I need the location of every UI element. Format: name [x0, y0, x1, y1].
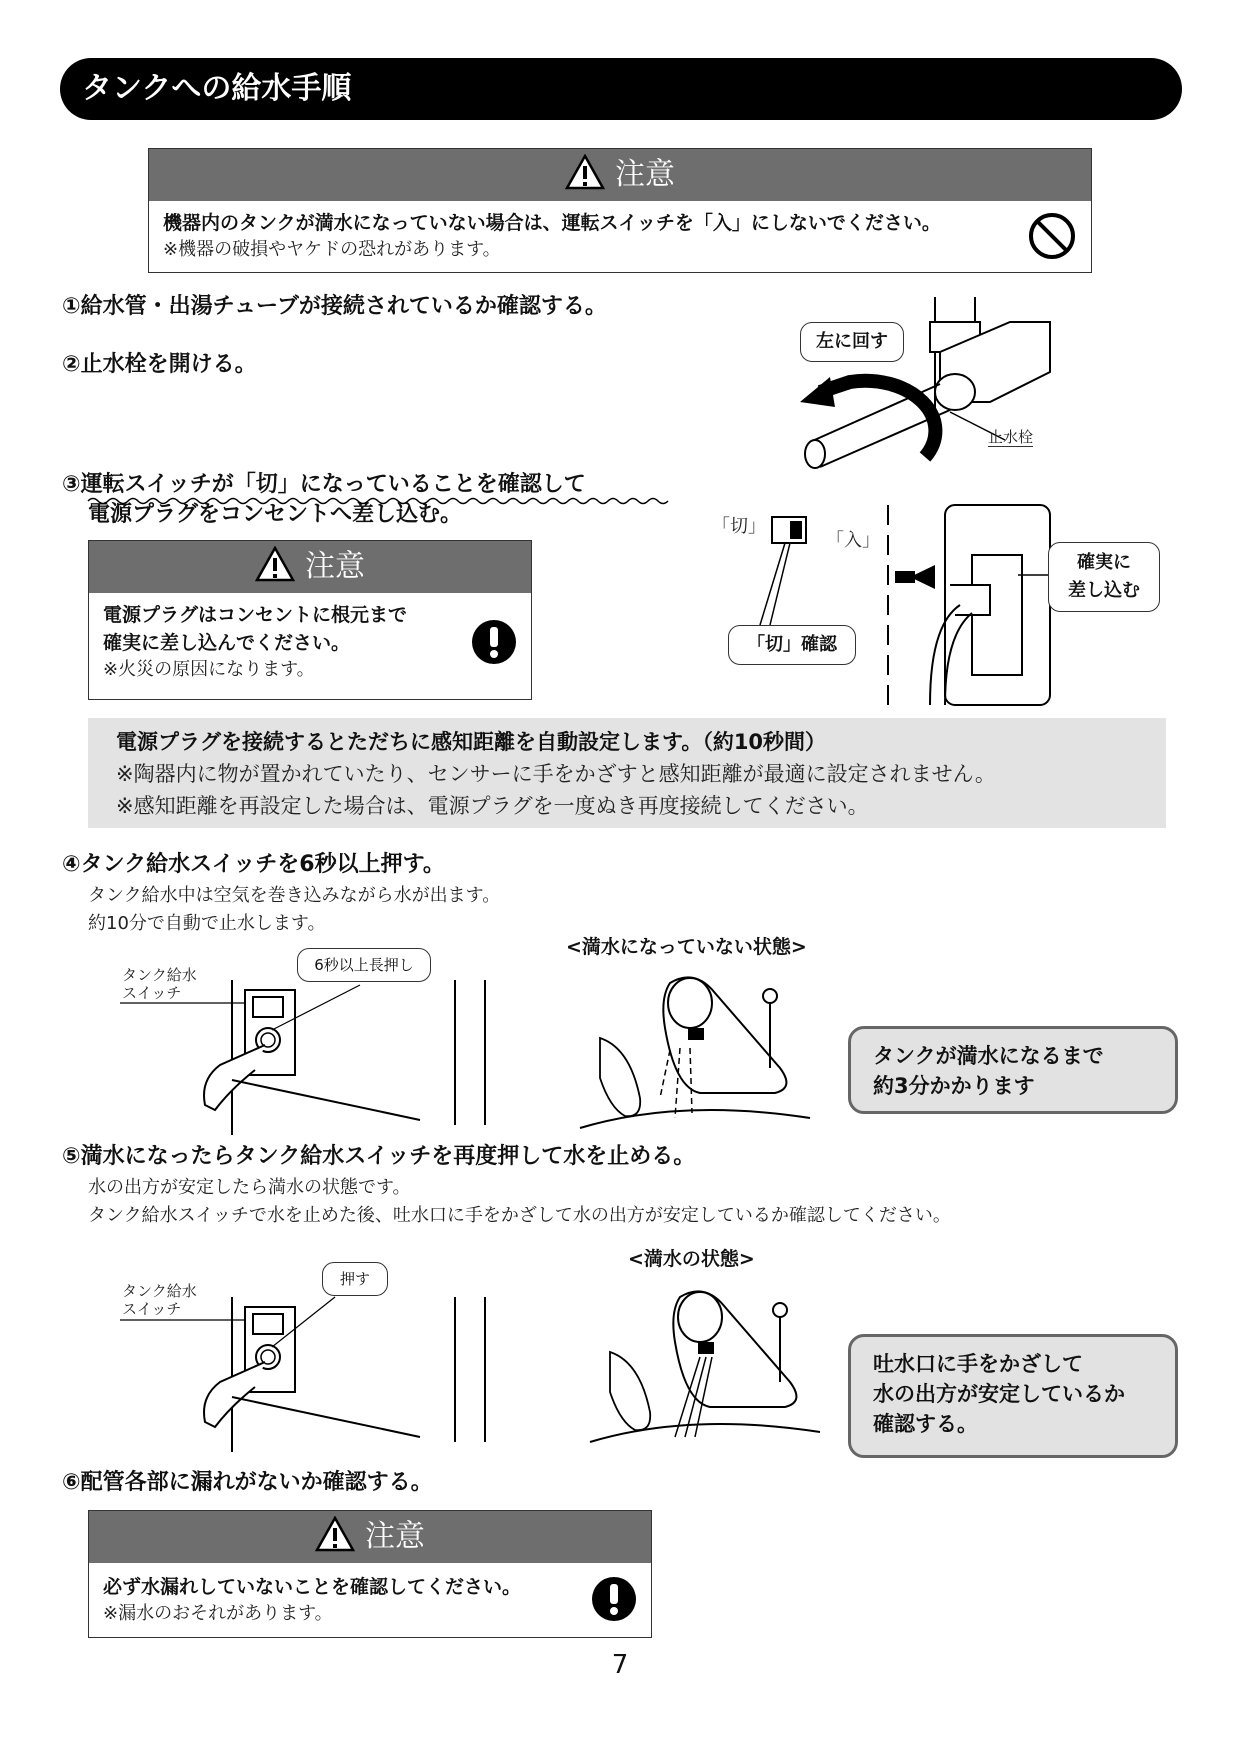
on-label: 「入」: [826, 530, 880, 551]
caution-box-top: [148, 148, 1092, 273]
faucet-illustration: [580, 968, 810, 1128]
prohibition-icon: [1027, 211, 1077, 261]
page-title: タンクへの給水手順: [60, 58, 1182, 120]
step-3-line1: ③運転スイッチが「切」になっていることを確認して: [62, 472, 586, 497]
switch-press-illustration: [120, 975, 500, 1135]
step-5-sub-1: 水の出方が安定したら満水の状態です。: [88, 1177, 411, 1198]
caution-note-text: ※機器の破損やヤケドの恐れがあります。: [163, 239, 501, 260]
caption-full: <満水の状態>: [628, 1248, 755, 1270]
warning-icon: [315, 1516, 355, 1552]
turn-left-callout: 左に回す: [800, 322, 904, 362]
warning-icon: [255, 546, 295, 582]
step-2: ②止水栓を開ける。: [62, 352, 257, 377]
note-box-step4: タンクが満水になるまで 約3分かかります: [848, 1026, 1178, 1114]
wavy-underline: [88, 496, 668, 506]
switch-press-illustration: [120, 1292, 500, 1452]
tank-switch-label: タンク給水 スイッチ: [122, 1282, 197, 1318]
insert-callout: 確実に 差し込む: [1048, 542, 1160, 612]
caption-not-full: <満水になっていない状態>: [566, 936, 807, 958]
mandatory-icon: [591, 1576, 637, 1622]
caution-heading: 注意: [89, 541, 531, 593]
press-6sec-callout: 6秒以上長押し: [297, 948, 431, 982]
step-6: ⑥配管各部に漏れがないか確認する。: [62, 1470, 433, 1495]
press-callout: 押す: [322, 1262, 388, 1296]
step-4-sub-1: タンク給水中は空気を巻き込みながら水が出ます。: [88, 885, 501, 906]
tank-switch-label: タンク給水 スイッチ: [122, 966, 197, 1002]
caution-main-text: 機器内のタンクが満水になっていない場合は、運転スイッチを「入」にしないでください。: [163, 212, 941, 234]
page-number: 7: [611, 1650, 629, 1680]
off-label: 「切」: [712, 516, 766, 537]
step-4: ④タンク給水スイッチを6秒以上押す。: [62, 852, 445, 877]
mandatory-icon: [471, 619, 517, 665]
step-3-line2: 電源プラグをコンセントへ差し込む。: [88, 502, 463, 527]
check-off-callout: 「切」確認: [728, 625, 856, 665]
info-note-2: ※感知距離を再設定した場合は、電源プラグを一度ぬき再度接続してください。: [116, 794, 869, 818]
step-5: ⑤満水になったらタンク給水スイッチを再度押して水を止める。: [62, 1144, 696, 1169]
plug-illustration: [760, 505, 1060, 715]
step-5-sub-2: タンク給水スイッチで水を止めた後、吐水口に手をかざして水の出方が安定しているか確認してください。: [88, 1205, 951, 1226]
warning-icon: [565, 154, 605, 190]
note-box-step5: 吐水口に手をかざして 水の出方が安定しているか 確認する。: [848, 1334, 1178, 1458]
info-main-text: 電源プラグを接続するとただちに感知距離を自動設定します。（約10秒間）: [116, 730, 827, 754]
faucet-illustration: [590, 1282, 820, 1442]
valve-label: 止水栓: [988, 428, 1034, 446]
caution-box-leak: 注意 必ず水漏れしていないことを確認してください。 ※漏水のおそれがあります。: [88, 1510, 652, 1638]
caution-box-plug: 注意 電源プラグはコンセントに根元まで 確実に差し込んでください。 ※火災の原因になります。: [88, 540, 532, 700]
caution-heading: 注意: [149, 149, 1091, 201]
caution-heading: 注意: [89, 1511, 651, 1563]
info-note-1: ※陶器内に物が置かれていたり、センサーに手をかざすと感知距離が最適に設定されません。: [116, 762, 996, 786]
step-1: ①給水管・出湯チューブが接続されているか確認する。: [62, 294, 607, 319]
step-4-sub-2: 約10分で自動で止水します。: [88, 913, 326, 934]
info-box: [88, 718, 1166, 828]
